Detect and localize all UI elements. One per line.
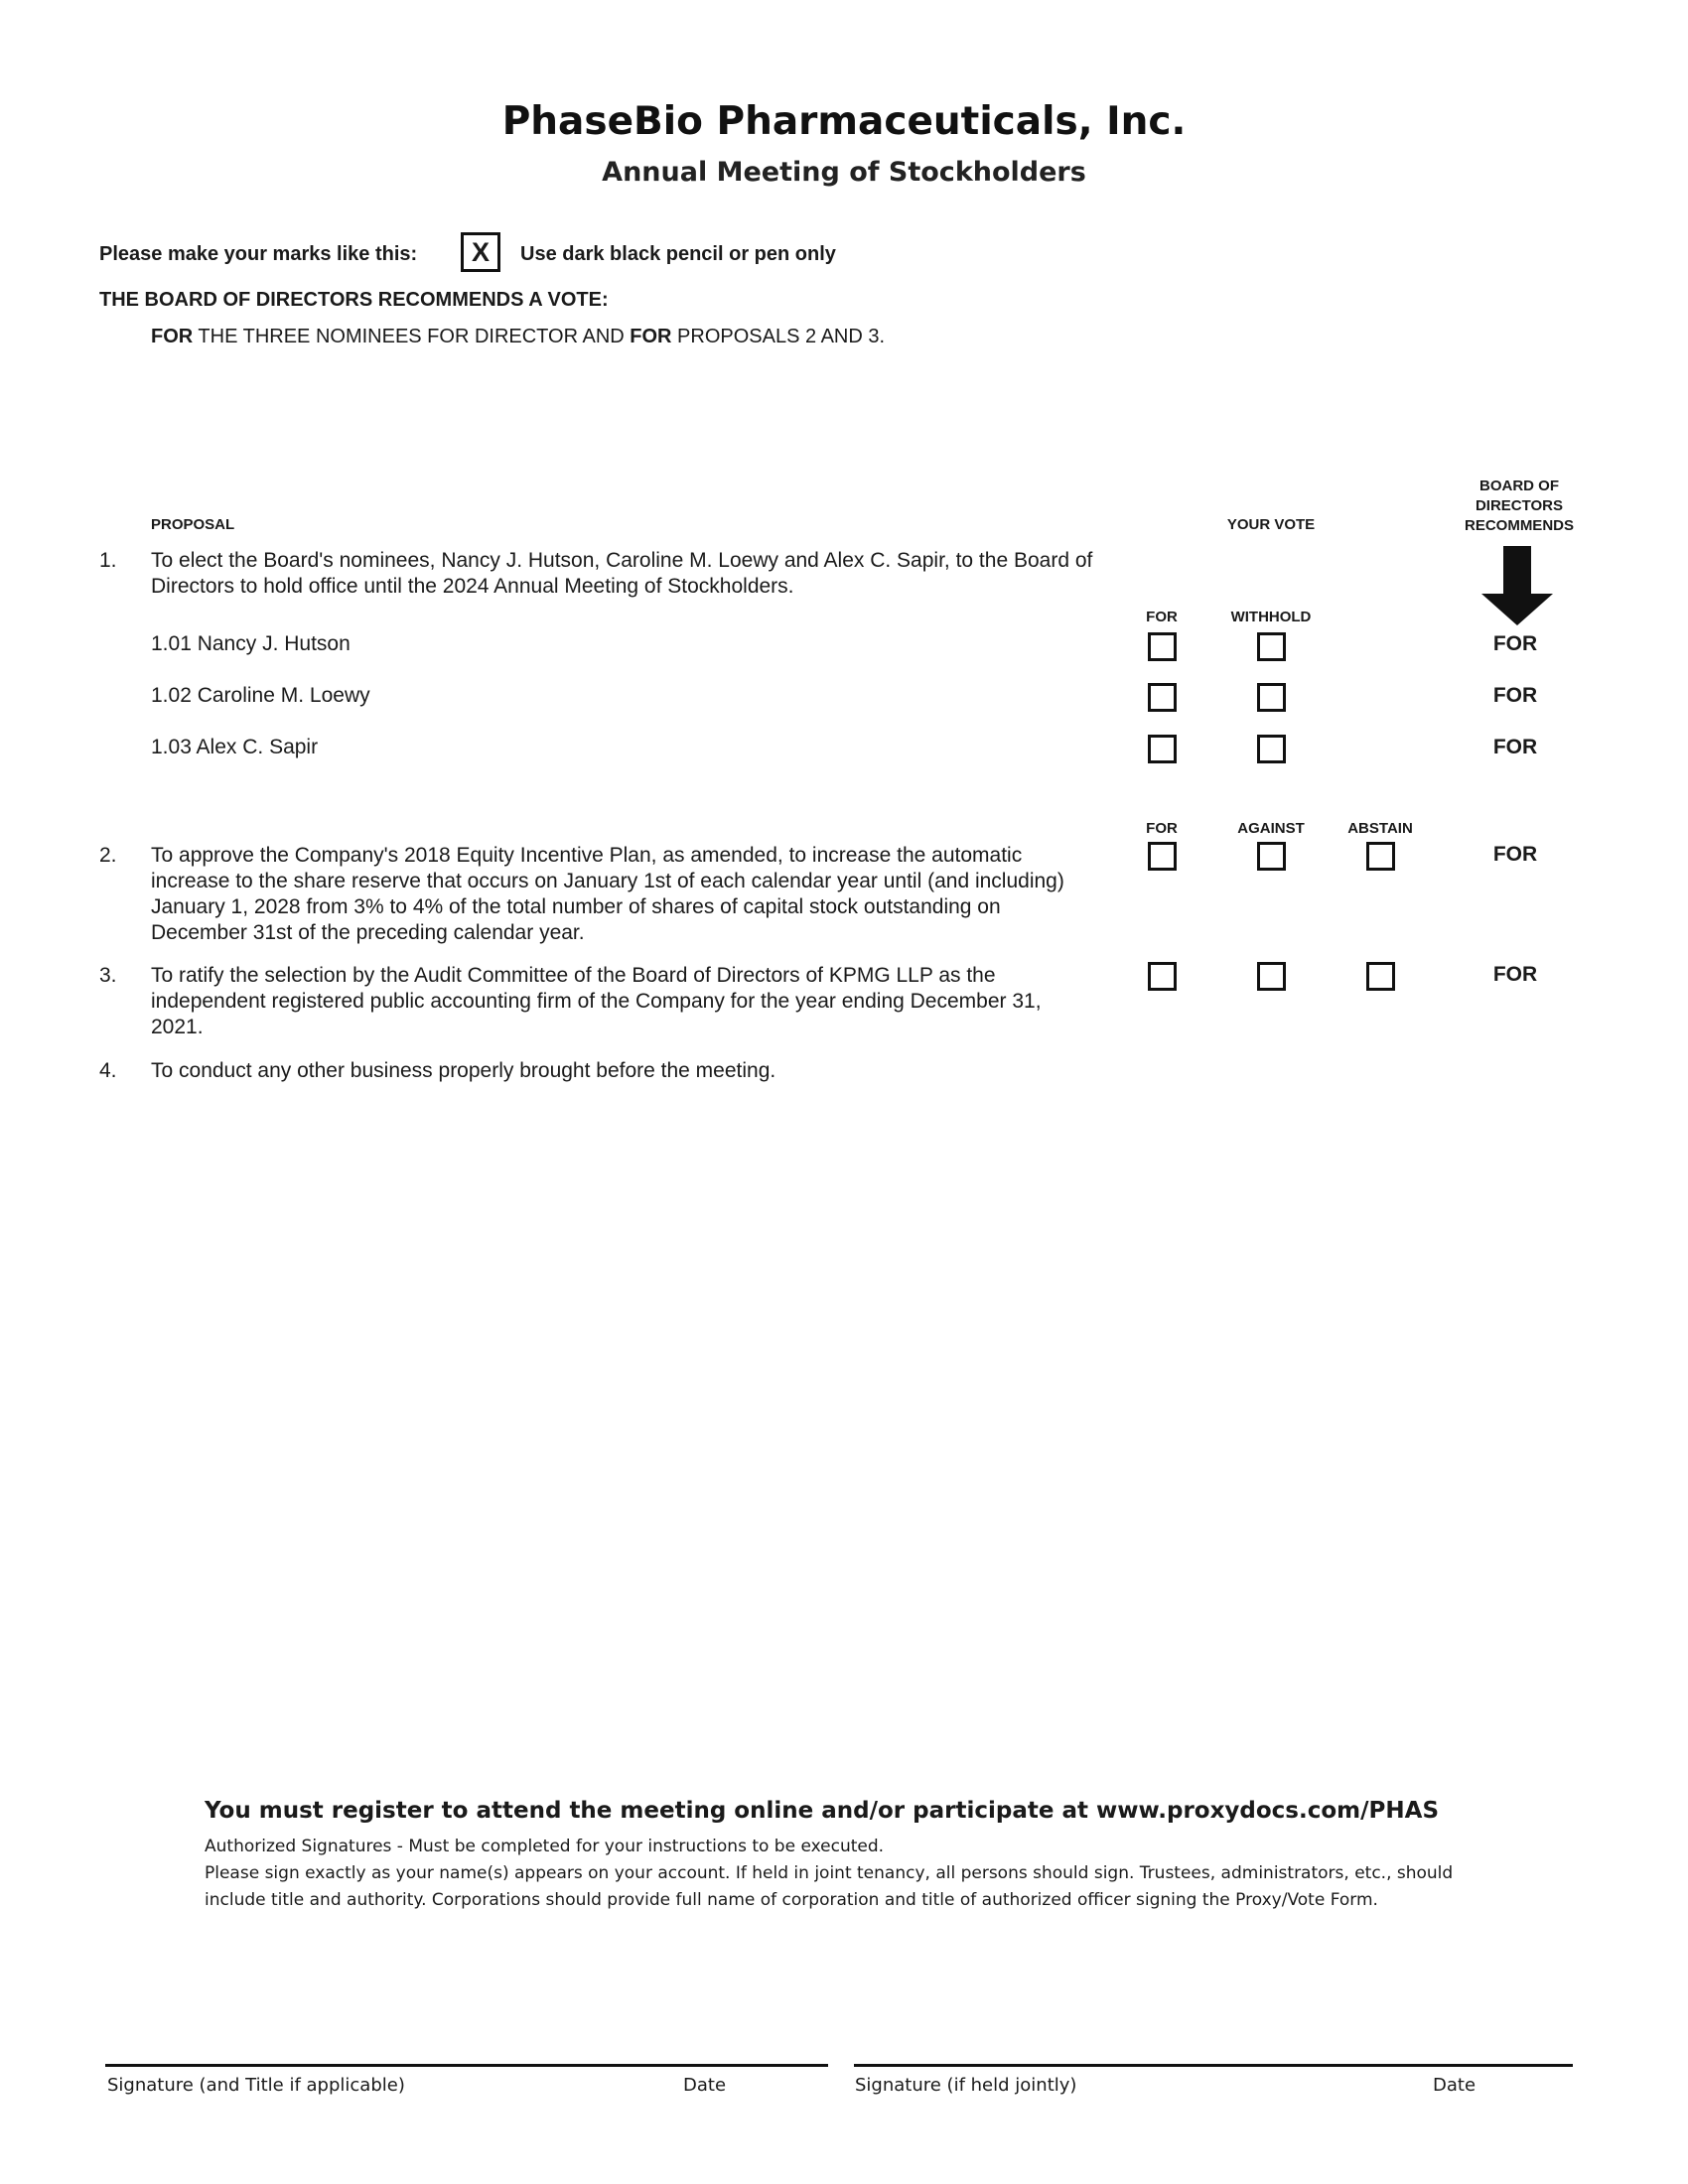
proposal-1-number: 1. <box>99 549 117 572</box>
signature-1-label: Signature (and Title if applicable) <box>107 2075 405 2096</box>
date-2-label: Date <box>1433 2075 1477 2096</box>
proposal-3-recommendation: FOR <box>1492 963 1538 986</box>
nominee-1-01-withhold-checkbox[interactable] <box>1257 632 1286 661</box>
proposal-2-recommendation: FOR <box>1492 843 1538 866</box>
nominee-1-03-for-checkbox[interactable] <box>1148 735 1177 763</box>
proposal-2-for-checkbox[interactable] <box>1148 842 1177 871</box>
rec-text-2: PROPOSALS 2 AND 3. <box>671 326 886 347</box>
proposal-2-number: 2. <box>99 844 117 867</box>
board-header-line2: DIRECTORS <box>1475 497 1564 514</box>
rec-text-1: THE THREE NOMINEES FOR DIRECTOR AND <box>193 326 631 347</box>
proposal-1-text: To elect the Board's nominees, Nancy J. Hutson, Caroline M. Loewy and Alex C. Sapir, to the Board of Directors to hold office until the 2024 Annual Meeting of Stockholders. <box>151 549 1093 598</box>
marks-instruction-label: Please make your marks like this: <box>99 243 418 265</box>
proposal-4-text: To conduct any other business properly brought before the meeting. <box>151 1059 776 1082</box>
board-recommends-column-header <box>1430 477 1609 536</box>
board-recommendation-summary <box>151 326 885 348</box>
board-header-line3: RECOMMENDS <box>1464 517 1574 534</box>
proposal-3-number: 3. <box>99 964 117 987</box>
signature-2-label: Signature (if held jointly) <box>855 2075 1077 2096</box>
signature-line-2[interactable] <box>854 2064 1573 2067</box>
your-vote-column-header: YOUR VOTE <box>1226 516 1316 533</box>
nominee-1-02-label: 1.02 Caroline M. Loewy <box>151 684 370 707</box>
nominee-1-02-withhold-checkbox[interactable] <box>1257 683 1286 712</box>
nominee-1-03-label: 1.03 Alex C. Sapir <box>151 736 319 758</box>
nominee-1-01-recommendation: FOR <box>1492 632 1538 655</box>
proposal-2-text: To approve the Company's 2018 Equity Incentive Plan, as amended, to increase the automatic increase to the share reserve that occurs on January 1st of each calendar year until (and including) January 1, 2028 from 3% to 4% of the total number of shares of capital stock outstanding on December 31st of the preceding calendar year. <box>151 844 1064 944</box>
proposal-3-against-checkbox[interactable] <box>1257 962 1286 991</box>
nominee-1-03-withhold-checkbox[interactable] <box>1257 735 1286 763</box>
company-title: PhaseBio Pharmaceuticals, Inc. <box>501 99 1187 144</box>
proposal-2-abstain-checkbox[interactable] <box>1366 842 1395 871</box>
signature-line-1[interactable] <box>105 2064 828 2067</box>
nominee-1-01-label: 1.01 Nancy J. Hutson <box>151 632 351 655</box>
authorized-signatures-note: Authorized Signatures - Must be completed for your instructions to be executed. <box>205 1837 885 1856</box>
example-mark-box: X <box>461 232 500 272</box>
rec-for-1: FOR <box>151 326 194 347</box>
register-notice: You must register to attend the meeting online and/or participate at www.proxydocs.com/PHAS <box>205 1798 1440 1824</box>
proposal-4-number: 4. <box>99 1059 117 1082</box>
abstain-column-header: ABSTAIN <box>1347 820 1413 837</box>
arrow-down-icon <box>1479 546 1555 627</box>
for-column-header-2: FOR <box>1146 820 1178 837</box>
proposal-3-text: To ratify the selection by the Audit Committee of the Board of Directors of KPMG LLP as the independent registered public accounting firm of the Company for the year ending December 31, 2021. <box>151 964 1042 1038</box>
nominee-1-02-for-checkbox[interactable] <box>1148 683 1177 712</box>
pen-note: Use dark black pencil or pen only <box>520 243 836 265</box>
proposal-3-abstain-checkbox[interactable] <box>1366 962 1395 991</box>
withhold-column-header: WITHHOLD <box>1230 609 1312 625</box>
proposal-column-header: PROPOSAL <box>151 516 235 533</box>
for-column-header: FOR <box>1146 609 1178 625</box>
proposal-3-for-checkbox[interactable] <box>1148 962 1177 991</box>
nominee-1-02-recommendation: FOR <box>1492 684 1538 707</box>
meeting-subtitle: Annual Meeting of Stockholders <box>602 157 1086 188</box>
nominee-1-03-recommendation: FOR <box>1492 736 1538 758</box>
rec-for-2: FOR <box>630 326 672 347</box>
proposal-2-against-checkbox[interactable] <box>1257 842 1286 871</box>
nominee-1-01-for-checkbox[interactable] <box>1148 632 1177 661</box>
board-header-line1: BOARD OF <box>1479 478 1559 494</box>
date-1-label: Date <box>683 2075 727 2096</box>
signing-instructions: Please sign exactly as your name(s) appears on your account. If held in joint tenancy, all persons should sign. Trustees, administrators, etc., should include title and authority. Corporations should provide full name of corporation and title of authorized officer signing the Proxy/Vote Form. <box>205 1863 1454 1910</box>
board-recommends-heading: THE BOARD OF DIRECTORS RECOMMENDS A VOTE: <box>99 289 609 311</box>
against-column-header: AGAINST <box>1237 820 1305 837</box>
